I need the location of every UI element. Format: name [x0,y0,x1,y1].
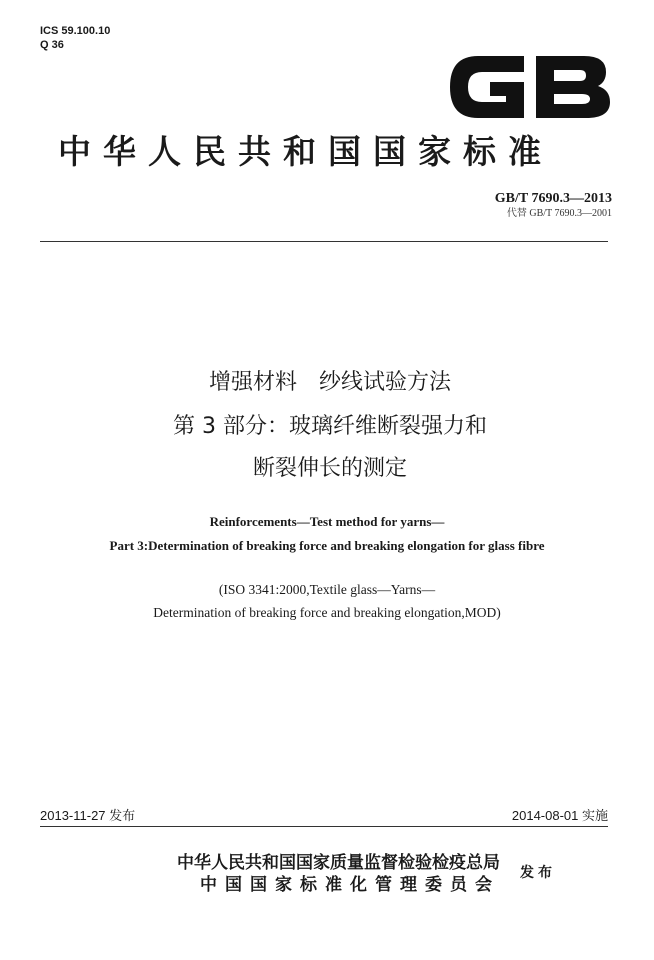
ics-code: ICS 59.100.10 [40,25,111,37]
publish-label: 发布 [520,865,556,881]
footer-divider [40,826,608,827]
issue-date: 2013-11-27 发布 [40,808,136,823]
gb-logo-icon [444,42,616,132]
chinese-title-line-2: 第 3 部分：玻璃纤维断裂强力和 [173,414,487,439]
chinese-title-line-1: 增强材料 纱线试验方法 [208,370,451,395]
iso-reference-line-2: Determination of breaking force and breaking elongation,MOD) [153,605,501,620]
standard-number-block [495,190,612,220]
national-standard-title: 中华人民共和国国家标准 [58,132,553,171]
english-title-line-1: Reinforcements—Test method for yarns— [209,514,445,529]
ccs-code: Q 36 [40,39,64,51]
implementation-date: 2014-08-01 实施 [511,808,608,823]
header-divider [40,241,608,242]
replaces-standard: 代替 GB/T 7690.3—2001 [506,208,612,219]
iso-reference-line-1: (ISO 3341:2000,Textile glass—Yarns— [218,582,436,597]
english-title-line-2: Part 3:Determination of breaking force and breaking elongation for glass fibre [109,538,545,553]
classification-codes [40,24,110,52]
standard-code: GB/T 7690.3—2013 [494,191,612,206]
issuer-aqsiq: 中华人民共和国国家质量监督检验检疫总局 [177,853,500,873]
chinese-title-line-3: 断裂伸长的测定 [252,456,407,481]
issuer-sac: 中国国家标准化管理委员会 [200,875,500,895]
